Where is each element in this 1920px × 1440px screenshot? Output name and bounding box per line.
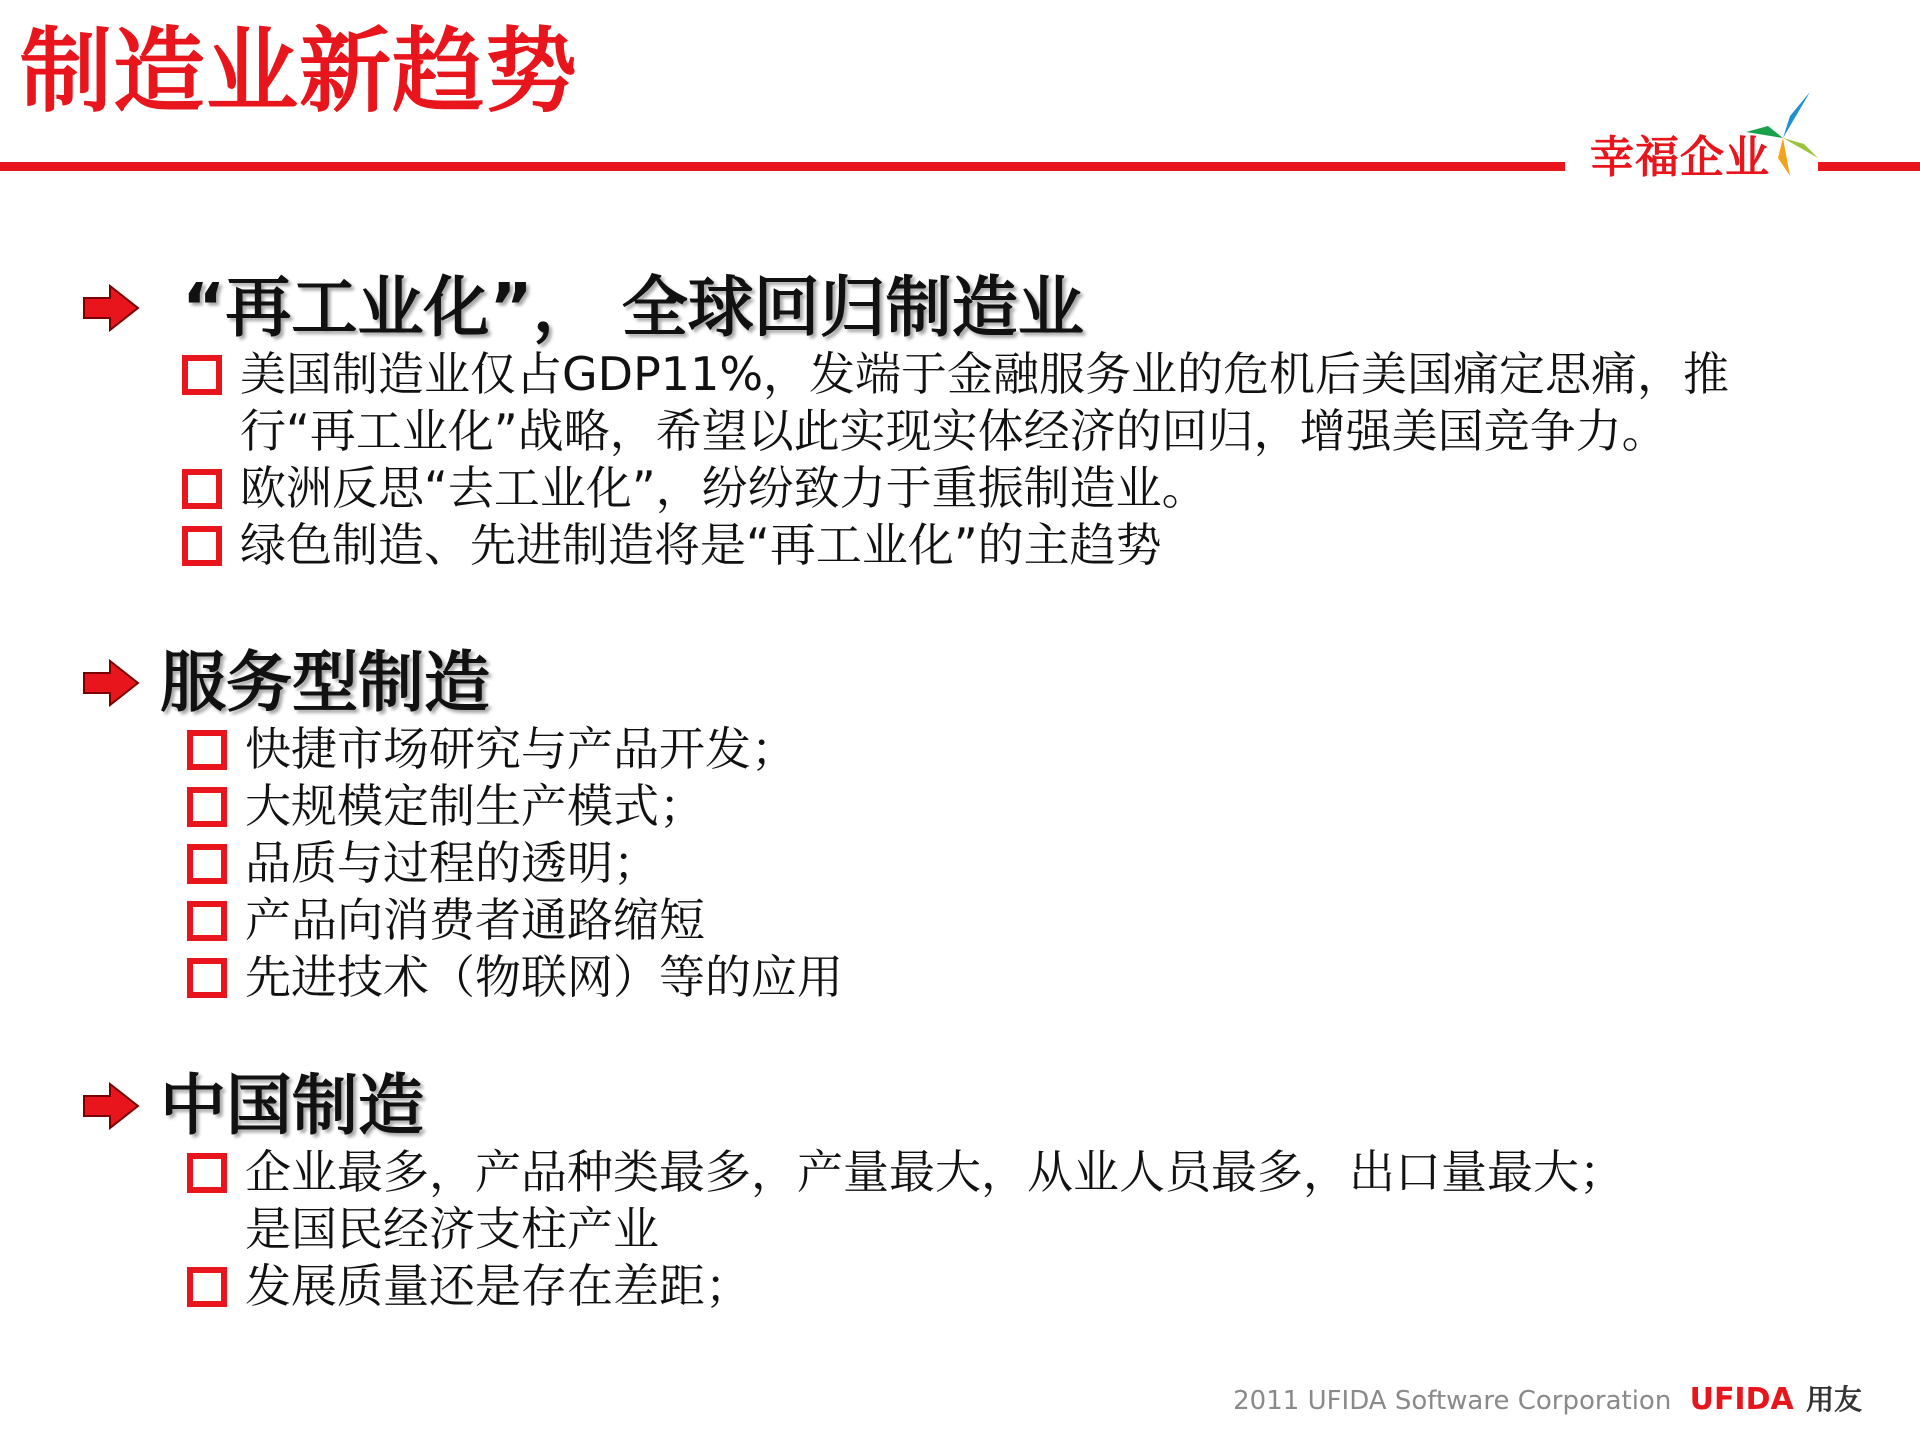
checkbox-bullet-icon [187, 787, 227, 827]
list-item: 大规模定制生产模式； [187, 778, 843, 835]
pinwheel-logo-icon [1738, 88, 1828, 178]
list-item: 先进技术（物联网）等的应用 [187, 949, 843, 1006]
list-item: 产品向消费者通路缩短 [187, 892, 843, 949]
list-item: 发展质量还是存在差距； [187, 1258, 1625, 1315]
checkbox-bullet-icon [187, 1153, 227, 1193]
brand-slogan: 幸福企业 [1590, 132, 1770, 183]
bullet-list [182, 346, 1729, 574]
checkbox-bullet-icon [187, 730, 227, 770]
ufida-logo: UFIDA [1689, 1382, 1794, 1417]
red-arrow-icon [82, 659, 140, 707]
list-item: 企业最多，产品种类最多，产量最大，从业人员最多，出口量最大； 是国民经济支柱产业 [187, 1144, 1625, 1258]
list-item: 快捷市场研究与产品开发； [187, 721, 843, 778]
red-arrow-icon [82, 284, 140, 332]
checkbox-bullet-icon [187, 844, 227, 884]
slide-title: 制造业新趋势 [20, 18, 579, 125]
footer [1233, 1378, 1862, 1418]
checkbox-bullet-icon [187, 1267, 227, 1307]
red-arrow-icon [82, 1082, 140, 1130]
checkbox-bullet-icon [182, 355, 222, 395]
checkbox-bullet-icon [182, 469, 222, 509]
checkbox-bullet-icon [187, 958, 227, 998]
section-heading-text: 服务型制造 [160, 644, 490, 721]
list-item: 欧洲反思“去工业化”，纷纷致力于重振制造业。 [182, 460, 1729, 517]
checkbox-bullet-icon [182, 526, 222, 566]
list-item: 品质与过程的透明； [187, 835, 843, 892]
list-item: 美国制造业仅占GDP11%，发端于金融服务业的危机后美国痛定思痛，推 行“再工业化”战略，希望以此实现实体经济的回归，增强美国竞争力。 [182, 346, 1729, 460]
section-heading-text: 中国制造 [160, 1067, 424, 1144]
header-divider-left [0, 162, 1565, 171]
list-item: 绿色制造、先进制造将是“再工业化”的主趋势 [182, 517, 1729, 574]
checkbox-bullet-icon [187, 901, 227, 941]
bullet-list [187, 721, 843, 1006]
bullet-list [187, 1144, 1625, 1315]
ufida-logo-cn: 用友 [1805, 1383, 1862, 1416]
copyright-text: 2011 UFIDA Software Corporation [1233, 1386, 1672, 1416]
section-heading-text: “再工业化”， 全球回归制造业 [182, 269, 1084, 346]
header-divider-right [1818, 162, 1920, 171]
